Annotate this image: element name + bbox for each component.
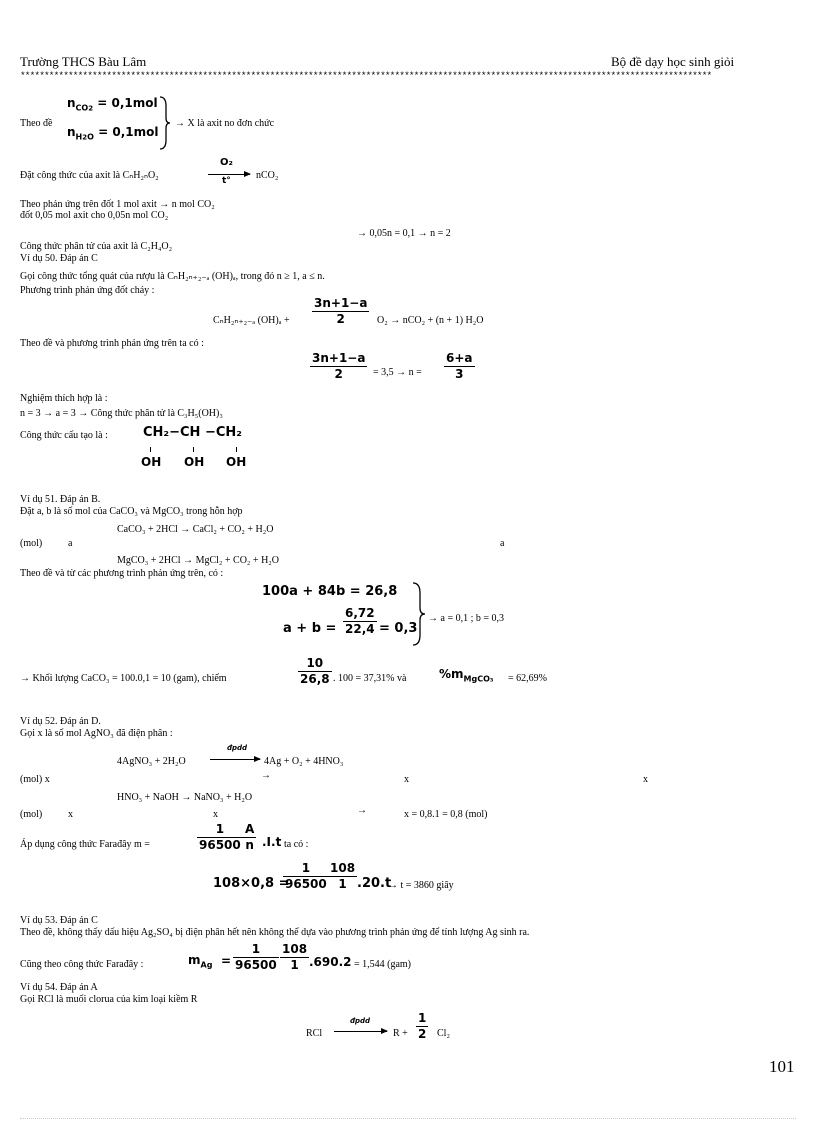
- text-n-equals-2: → 0,05n = 0,1 → n = 2: [357, 228, 451, 239]
- eq-agno3-right: 4Ag + O₂ + 4HNO₃: [264, 756, 344, 767]
- text-result-axit: → X là axit no đơn chức: [175, 118, 275, 129]
- eq-agno3-left: 4AgNO₃ + 2H₂O: [117, 756, 186, 767]
- frac-672-224: 6,72 22,4: [345, 606, 375, 636]
- text-eq-35: = 3,5 → n =: [373, 367, 422, 378]
- footer-divider: [20, 1118, 796, 1119]
- text-theo-de-pt: Theo đề và phương trình phản ứng trên ta có :: [20, 338, 204, 349]
- text-theo-de-cac-pt: Theo đề và từ các phương trình phản ứng trên, có :: [20, 568, 224, 579]
- text-6902: .690.2: [309, 955, 352, 969]
- eq-nco2: $n_{CO2} = 0,1mol$: [67, 96, 158, 113]
- oh-3: OH: [226, 455, 247, 469]
- value-a-2: a: [500, 538, 505, 549]
- frac-a-n: A n: [245, 822, 255, 852]
- value-x-3: x: [68, 809, 73, 820]
- eq-mgco3: MgCO₃ + 2HCl → MgCl₂ + CO₂ + H₂O: [117, 555, 279, 566]
- eq-03: = 0,3: [379, 621, 418, 636]
- text-it: .I.t: [262, 835, 282, 849]
- text-goi-rcl: Gọi RCl là muối clorua của kim loại kiềm R: [20, 994, 198, 1005]
- text-goi-ctct-ruou: Gọi công thức tổng quát của rượu là CₙH₂ₙ₊₂₋ₐ (OH)ₐ, trong đó n ≥ 1, a ≤ n.: [20, 271, 325, 282]
- bond-1: [150, 447, 151, 452]
- label-mol-x: (mol) x: [20, 774, 50, 785]
- text-dat-cong-thuc: Đặt công thức của axit là CₙH₂ₙO₂: [20, 170, 159, 181]
- text-20t: .20.t: [357, 876, 392, 891]
- text-n3-a3: n = 3 → a = 3 → Công thức phân tử là C₃H₅(OH)₃: [20, 408, 223, 419]
- oh-2: OH: [184, 455, 205, 469]
- text-theo-phan-ung: Theo phản ứng trên đốt 1 mol axit → n mol CO₂: [20, 199, 215, 210]
- school-name: Trường THCS Bàu Lâm: [20, 54, 147, 69]
- text-t-3860: → t = 3860 giây: [388, 880, 454, 891]
- eq-a-b-left: a + b =: [283, 621, 337, 636]
- heading-vi-du-50: Ví dụ 50. Đáp án C: [20, 253, 98, 264]
- reaction-arrow-2: [210, 759, 260, 760]
- page-number: 101: [769, 1057, 795, 1076]
- label-pct-mgco3: $\%m_{MgCO_3}$: [439, 667, 494, 684]
- document-title: Bộ đề dạy học sinh giỏi: [611, 54, 735, 69]
- text-equals: =: [221, 954, 232, 968]
- text-3731: . 100 = 37,31% và: [333, 673, 407, 684]
- frac-1-96500-c: 1 96500: [235, 942, 277, 972]
- text-nco2: nCO₂: [256, 170, 279, 181]
- heading-vi-du-53: Ví dụ 53. Đáp án C: [20, 915, 98, 926]
- eq-caco3: CaCO₃ + 2HCl → CaCl₂ + CO₂ + H₂O: [117, 524, 274, 535]
- text-goi-x: Gọi x là số mol AgNO₃ đã điện phân :: [20, 728, 173, 739]
- label-m-ag: $m_{Ag}$: [188, 953, 213, 970]
- label-dpdd-2: đpdd: [350, 1017, 371, 1025]
- text-cl2: Cl₂: [437, 1028, 450, 1039]
- text-r-plus: R +: [393, 1028, 408, 1039]
- frac-10-268: 10 26,8: [300, 656, 330, 686]
- text-dat-a-b: Đặt a, b là số mol của CaCO₃ và MgCO₃ trong hỗn hợp: [20, 506, 243, 517]
- label-o2: O₂: [220, 157, 233, 168]
- arrow-x: →: [261, 770, 271, 781]
- text-6269: = 62,69%: [508, 673, 547, 684]
- text-khoi-luong: → Khối lượng CaCO₃ = 100.0,1 = 10 (gam), chiếm: [20, 673, 227, 684]
- frac-1-96500-a: 1 96500: [199, 822, 241, 852]
- bond-2: [193, 447, 194, 452]
- frac-108-1-b: 108 1: [282, 942, 308, 972]
- arrow-x-2: →: [357, 805, 367, 816]
- text-1544: = 1,544 (gam): [354, 959, 412, 970]
- text-ctpt-axit: Công thức phân tử của axit là C₂H₄O₂: [20, 241, 173, 252]
- label-t: t°: [222, 176, 231, 186]
- frac-1-2: 1 2: [418, 1011, 427, 1041]
- struct-glycerol: CH₂−CH −CH₂: [143, 425, 242, 440]
- brace-right-2: [411, 582, 427, 646]
- text-x-08: x = 0,8.1 = 0,8 (mol): [404, 809, 488, 820]
- reaction-arrow-1: [208, 174, 250, 175]
- eq-100a-84b: 100a + 84b = 26,8: [262, 584, 398, 599]
- text-nghiem-thich-hop: Nghiệm thích hợp là :: [20, 393, 108, 404]
- label-mol-1: (mol): [20, 538, 43, 549]
- text-ap-dung-faraday: Áp dụng công thức Farađây m =: [20, 839, 150, 850]
- frac-3n1a-2: 3n+1−a 2: [314, 296, 368, 326]
- value-x-4: x: [213, 809, 218, 820]
- bond-3: [236, 447, 237, 452]
- text-cung-theo: Cũng theo công thức Farađây :: [20, 959, 144, 970]
- frac-3n1a-2-b: 3n+1−a 2: [312, 351, 366, 381]
- eq-nh2o: $n_{H2O} = 0,1mol$: [67, 125, 159, 142]
- text-dot-005: đốt 0,05 mol axit cho 0,05n mol CO₂: [20, 210, 169, 221]
- eq-108-08: 108×0,8 =: [213, 876, 290, 891]
- value-x-1: x: [404, 774, 409, 785]
- value-x-2: x: [643, 774, 648, 785]
- frac-1-96500-b: 1 96500: [285, 861, 327, 891]
- eq-hno3: HNO₃ + NaOH → NaNO₃ + H₂O: [117, 792, 253, 803]
- frac-108-1: 108 1: [330, 861, 356, 891]
- oh-1: OH: [141, 455, 162, 469]
- heading-vi-du-52: Ví dụ 52. Đáp án D.: [20, 716, 101, 727]
- text-pt-dot-chay: Phương trình phản ứng đốt cháy :: [20, 285, 155, 296]
- text-theo-de-ag2so4: Theo đề, không thấy dấu hiệu Ag₂SO₄ bị điện phân hết nên không thể dựa vào phương trình phản ứng để tính lượng Ag sinh ra.: [20, 927, 530, 938]
- header-separator: ************************************************************************************************************************************************: [20, 71, 712, 81]
- text-ctct-la: Công thức cấu tạo là :: [20, 430, 108, 441]
- eq-ruou-right: O₂ → nCO₂ + (n + 1) H₂O: [377, 315, 484, 326]
- reaction-arrow-3: [334, 1031, 387, 1032]
- text-a-b-result: → a = 0,1 ; b = 0,3: [428, 613, 504, 624]
- heading-vi-du-54: Ví dụ 54. Đáp án A: [20, 982, 98, 993]
- frac-6a-3: 6+a 3: [446, 351, 473, 381]
- label-dpdd-1: đpdd: [227, 744, 248, 752]
- heading-vi-du-51: Ví dụ 51. Đáp án B.: [20, 494, 101, 505]
- label-mol-2: (mol): [20, 809, 43, 820]
- brace-right-1: [158, 96, 172, 150]
- eq-ruou-left: CₙH₂ₙ₊₂₋ₐ (OH)ₐ +: [213, 315, 290, 326]
- eq-rcl: RCl: [306, 1028, 323, 1039]
- text-theo-de: Theo đề: [20, 118, 53, 129]
- text-ta-co: ta có :: [284, 839, 309, 850]
- value-a-1: a: [68, 538, 73, 549]
